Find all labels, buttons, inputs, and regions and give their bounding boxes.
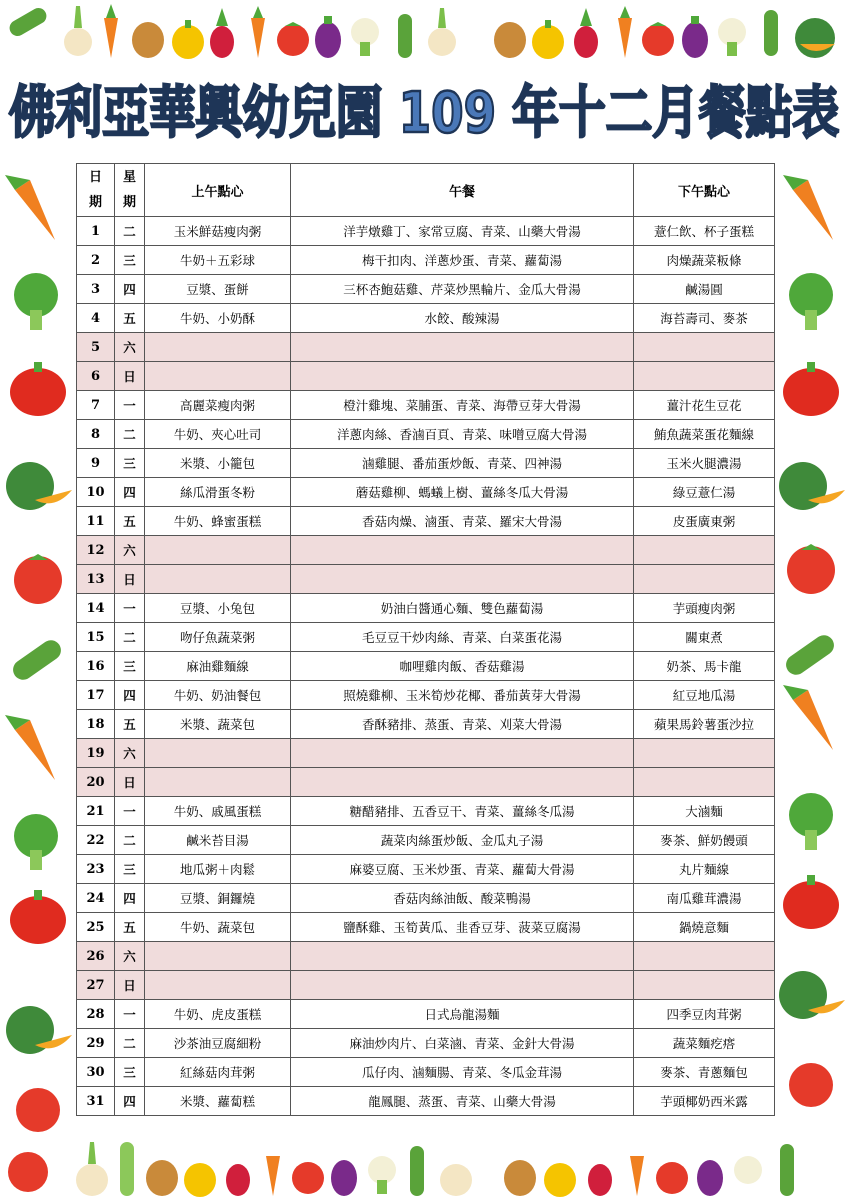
table-row xyxy=(77,681,775,710)
morning-snack-cell: 米漿、蘿蔔糕 xyxy=(145,1087,291,1116)
weekday-cell: 一 xyxy=(115,391,145,420)
lunch-cell: 咖哩雞肉飯、香菇雞湯 xyxy=(291,652,634,681)
afternoon-snack-cell: 關東煮 xyxy=(634,623,775,652)
morning-snack-cell: 牛奶、小奶酥 xyxy=(145,304,291,333)
onion-icon xyxy=(64,6,92,56)
potato-icon xyxy=(132,22,164,58)
vegetable-border-top xyxy=(0,0,848,62)
weekday-cell: 三 xyxy=(115,1058,145,1087)
red-pepper-icon xyxy=(783,875,839,929)
table-row xyxy=(77,362,775,391)
broccoli-icon xyxy=(14,273,58,330)
afternoon-snack-cell: 南瓜雞茸濃湯 xyxy=(634,884,775,913)
morning-snack-cell xyxy=(145,536,291,565)
weekday-cell: 六 xyxy=(115,739,145,768)
eggplant-icon xyxy=(315,16,341,58)
afternoon-snack-cell xyxy=(634,942,775,971)
table-row xyxy=(77,913,775,942)
onion-icon xyxy=(76,1142,108,1196)
morning-snack-cell: 牛奶、夾心吐司 xyxy=(145,420,291,449)
afternoon-snack-cell: 皮蛋廣東粥 xyxy=(634,507,775,536)
day-cell: 13 xyxy=(77,565,115,594)
table-row xyxy=(77,420,775,449)
lunch-cell xyxy=(291,333,634,362)
morning-snack-cell: 鹹米苔目湯 xyxy=(145,826,291,855)
weekday-cell: 四 xyxy=(115,275,145,304)
afternoon-snack-cell: 芋頭椰奶西米露 xyxy=(634,1087,775,1116)
afternoon-snack-cell xyxy=(634,536,775,565)
day-cell: 11 xyxy=(77,507,115,536)
afternoon-snack-cell xyxy=(634,739,775,768)
day-cell: 15 xyxy=(77,623,115,652)
day-cell: 31 xyxy=(77,1087,115,1116)
yellow-pepper-icon xyxy=(172,20,204,59)
morning-snack-cell: 牛奶、戚風蛋糕 xyxy=(145,797,291,826)
table-row xyxy=(77,1087,775,1116)
table-row xyxy=(77,478,775,507)
day-cell: 7 xyxy=(77,391,115,420)
radish-icon xyxy=(588,1164,612,1196)
weekday-cell: 二 xyxy=(115,623,145,652)
day-cell: 14 xyxy=(77,594,115,623)
table-row xyxy=(77,797,775,826)
lunch-cell: 麻油炒肉片、白菜滷、青菜、金針大骨湯 xyxy=(291,1029,634,1058)
carrot-icon xyxy=(266,1156,280,1196)
tomato-icon xyxy=(16,1088,60,1132)
morning-snack-cell: 絲瓜滑蛋冬粉 xyxy=(145,478,291,507)
broccoli-icon xyxy=(789,793,833,850)
morning-snack-cell xyxy=(145,971,291,1000)
lunch-cell: 香菇肉絲油飯、酸菜鴨湯 xyxy=(291,884,634,913)
cucumber-icon xyxy=(782,631,838,678)
weekday-cell: 三 xyxy=(115,246,145,275)
weekday-cell: 六 xyxy=(115,942,145,971)
weekday-cell: 三 xyxy=(115,855,145,884)
tomato-icon xyxy=(8,1152,48,1192)
table-row xyxy=(77,275,775,304)
pumpkin-icon xyxy=(779,971,845,1019)
weekday-cell: 五 xyxy=(115,913,145,942)
table-row xyxy=(77,304,775,333)
carrot-icon xyxy=(251,6,265,58)
lunch-cell: 蘑菇雞柳、螞蟻上樹、薑絲冬瓜大骨湯 xyxy=(291,478,634,507)
onion-icon xyxy=(428,8,456,56)
day-cell: 28 xyxy=(77,1000,115,1029)
carrot-icon xyxy=(630,1156,644,1196)
header-weekday xyxy=(115,164,145,217)
weekday-cell: 六 xyxy=(115,333,145,362)
yellow-pepper-icon xyxy=(184,1163,216,1197)
day-cell: 1 xyxy=(77,217,115,246)
tomato-icon xyxy=(642,22,674,56)
afternoon-snack-cell xyxy=(634,768,775,797)
lunch-cell: 麻婆豆腐、玉米炒蛋、青菜、蘿蔔大骨湯 xyxy=(291,855,634,884)
table-row xyxy=(77,1029,775,1058)
table-row xyxy=(77,536,775,565)
afternoon-snack-cell: 肉燥蔬菜粄條 xyxy=(634,246,775,275)
lunch-cell: 洋蔥肉絲、香滷百頁、青菜、味噌豆腐大骨湯 xyxy=(291,420,634,449)
red-pepper-icon xyxy=(783,362,839,416)
weekday-cell: 二 xyxy=(115,420,145,449)
morning-snack-cell: 吻仔魚蔬菜粥 xyxy=(145,623,291,652)
afternoon-snack-cell: 薑汁花生豆花 xyxy=(634,391,775,420)
day-cell: 3 xyxy=(77,275,115,304)
table-row xyxy=(77,855,775,884)
weekday-cell: 二 xyxy=(115,1029,145,1058)
yellow-pepper-icon xyxy=(532,20,564,59)
eggplant-icon xyxy=(697,1160,723,1196)
lunch-cell: 香酥豬排、蒸蛋、青菜、刈菜大骨湯 xyxy=(291,710,634,739)
afternoon-snack-cell: 蔬菜麵疙瘩 xyxy=(634,1029,775,1058)
broccoli-icon xyxy=(789,273,833,330)
lunch-cell xyxy=(291,739,634,768)
onion-icon xyxy=(440,1164,472,1196)
afternoon-snack-cell: 丸片麵線 xyxy=(634,855,775,884)
day-cell: 16 xyxy=(77,652,115,681)
table-row xyxy=(77,826,775,855)
afternoon-snack-cell: 芋頭瘦肉粥 xyxy=(634,594,775,623)
cauliflower-icon xyxy=(351,18,379,56)
carrot-icon xyxy=(618,6,632,58)
day-cell: 26 xyxy=(77,942,115,971)
lunch-cell xyxy=(291,768,634,797)
weekday-cell: 日 xyxy=(115,971,145,1000)
weekday-cell: 五 xyxy=(115,507,145,536)
day-cell: 9 xyxy=(77,449,115,478)
weekday-cell: 五 xyxy=(115,304,145,333)
day-cell: 17 xyxy=(77,681,115,710)
afternoon-snack-cell xyxy=(634,971,775,1000)
day-cell: 18 xyxy=(77,710,115,739)
table-row xyxy=(77,1000,775,1029)
table-row xyxy=(77,971,775,1000)
carrot-icon xyxy=(5,715,55,780)
day-cell: 4 xyxy=(77,304,115,333)
meal-schedule-table xyxy=(76,163,775,1116)
day-cell: 10 xyxy=(77,478,115,507)
lunch-cell: 糖醋豬排、五香豆干、青菜、薑絲冬瓜湯 xyxy=(291,797,634,826)
weekday-cell: 四 xyxy=(115,884,145,913)
cauliflower-icon xyxy=(368,1156,396,1194)
radish-icon xyxy=(574,8,598,58)
cucumber-icon xyxy=(120,1142,134,1196)
lunch-cell: 梅干扣肉、洋蔥炒蛋、青菜、蘿蔔湯 xyxy=(291,246,634,275)
carrot-icon xyxy=(783,685,833,750)
lunch-cell: 洋芋燉雞丁、家常豆腐、青菜、山藥大骨湯 xyxy=(291,217,634,246)
morning-snack-cell: 米漿、小籠包 xyxy=(145,449,291,478)
header-afternoon-snack: 下午點心 xyxy=(634,164,775,217)
afternoon-snack-cell: 鹹湯圓 xyxy=(634,275,775,304)
lunch-cell: 毛豆豆干炒肉絲、青菜、白菜蛋花湯 xyxy=(291,623,634,652)
morning-snack-cell: 高麗菜瘦肉粥 xyxy=(145,391,291,420)
weekday-cell: 二 xyxy=(115,217,145,246)
morning-snack-cell: 牛奶、蜂蜜蛋糕 xyxy=(145,507,291,536)
table-row xyxy=(77,333,775,362)
pumpkin-icon xyxy=(6,1006,72,1054)
table-row xyxy=(77,1058,775,1087)
day-cell: 25 xyxy=(77,913,115,942)
carrot-icon xyxy=(5,175,55,240)
weekday-cell: 日 xyxy=(115,768,145,797)
lunch-cell: 橙汁雞塊、菜脯蛋、青菜、海帶豆芽大骨湯 xyxy=(291,391,634,420)
afternoon-snack-cell xyxy=(634,362,775,391)
lunch-cell: 日式烏龍湯麵 xyxy=(291,1000,634,1029)
morning-snack-cell xyxy=(145,333,291,362)
day-cell: 21 xyxy=(77,797,115,826)
cucumber-icon xyxy=(764,10,778,56)
afternoon-snack-cell: 鍋燒意麵 xyxy=(634,913,775,942)
day-cell: 12 xyxy=(77,536,115,565)
red-pepper-icon xyxy=(10,362,66,416)
day-cell: 23 xyxy=(77,855,115,884)
afternoon-snack-cell: 大滷麵 xyxy=(634,797,775,826)
lunch-cell: 三杯杏鮑菇雞、芹菜炒黑輪片、金瓜大骨湯 xyxy=(291,275,634,304)
lunch-cell xyxy=(291,362,634,391)
weekday-cell: 五 xyxy=(115,710,145,739)
lunch-cell: 滷雞腿、番茄蛋炒飯、青菜、四神湯 xyxy=(291,449,634,478)
afternoon-snack-cell: 麥茶、青蔥麵包 xyxy=(634,1058,775,1087)
lunch-cell xyxy=(291,565,634,594)
morning-snack-cell xyxy=(145,362,291,391)
lunch-cell xyxy=(291,536,634,565)
lunch-cell: 龍鳳腿、蒸蛋、青菜、山藥大骨湯 xyxy=(291,1087,634,1116)
pumpkin-icon xyxy=(779,462,845,510)
carrot-icon xyxy=(783,175,833,240)
cauliflower-icon xyxy=(718,18,746,56)
table-row xyxy=(77,623,775,652)
morning-snack-cell: 牛奶、蔬菜包 xyxy=(145,913,291,942)
header-week-line2: 期 xyxy=(122,195,136,210)
day-cell: 22 xyxy=(77,826,115,855)
header-day-line2: 期 xyxy=(88,195,102,210)
lunch-cell: 奶油白醬通心麵、雙色蘿蔔湯 xyxy=(291,594,634,623)
table-row xyxy=(77,217,775,246)
weekday-cell: 四 xyxy=(115,681,145,710)
vegetable-border-left xyxy=(0,160,75,1140)
red-pepper-icon xyxy=(10,890,66,944)
morning-snack-cell: 米漿、蔬菜包 xyxy=(145,710,291,739)
eggplant-icon xyxy=(331,1160,357,1196)
tomato-icon xyxy=(789,1063,833,1107)
table-row xyxy=(77,594,775,623)
tomato-icon xyxy=(277,22,309,56)
lunch-cell: 香菇肉燥、滷蛋、青菜、羅宋大骨湯 xyxy=(291,507,634,536)
morning-snack-cell xyxy=(145,942,291,971)
weekday-cell: 一 xyxy=(115,1000,145,1029)
table-row xyxy=(77,449,775,478)
weekday-cell: 三 xyxy=(115,652,145,681)
tomato-icon xyxy=(14,554,62,604)
table-row xyxy=(77,768,775,797)
morning-snack-cell: 沙茶油豆腐細粉 xyxy=(145,1029,291,1058)
cucumber-icon xyxy=(7,5,50,39)
day-cell: 19 xyxy=(77,739,115,768)
cucumber-icon xyxy=(780,1144,794,1196)
lunch-cell: 蔬菜肉絲蛋炒飯、金瓜丸子湯 xyxy=(291,826,634,855)
page-title: 佛利亞華興幼兒園 109 年十二月餐點表 xyxy=(9,81,839,146)
tomato-icon xyxy=(787,544,835,594)
potato-icon xyxy=(146,1160,178,1196)
afternoon-snack-cell xyxy=(634,565,775,594)
header-lunch: 午餐 xyxy=(291,164,634,217)
lunch-cell: 照燒雞柳、玉米筍炒花椰、番茄黃芽大骨湯 xyxy=(291,681,634,710)
header-day-line1: 日 xyxy=(88,170,102,185)
lunch-cell xyxy=(291,971,634,1000)
morning-snack-cell: 豆漿、銅鑼燒 xyxy=(145,884,291,913)
morning-snack-cell: 麻油雞麵線 xyxy=(145,652,291,681)
day-cell: 5 xyxy=(77,333,115,362)
day-cell: 20 xyxy=(77,768,115,797)
afternoon-snack-cell: 鮪魚蔬菜蛋花麵線 xyxy=(634,420,775,449)
vegetable-border-bottom xyxy=(0,1138,848,1200)
weekday-cell: 二 xyxy=(115,826,145,855)
tomato-icon xyxy=(656,1162,688,1194)
afternoon-snack-cell: 玉米火腿濃湯 xyxy=(634,449,775,478)
afternoon-snack-cell: 紅豆地瓜湯 xyxy=(634,681,775,710)
morning-snack-cell: 豆漿、蛋餅 xyxy=(145,275,291,304)
cauliflower-icon xyxy=(734,1156,762,1184)
table-row xyxy=(77,652,775,681)
lunch-cell: 鹽酥雞、玉筍黃瓜、韭香豆芽、菠菜豆腐湯 xyxy=(291,913,634,942)
table-row xyxy=(77,565,775,594)
weekday-cell: 日 xyxy=(115,565,145,594)
yellow-pepper-icon xyxy=(544,1163,576,1197)
weekday-cell: 三 xyxy=(115,449,145,478)
morning-snack-cell: 玉米鮮菇瘦肉粥 xyxy=(145,217,291,246)
afternoon-snack-cell: 蘋果馬鈴薯蛋沙拉 xyxy=(634,710,775,739)
lunch-cell: 水餃、酸辣湯 xyxy=(291,304,634,333)
morning-snack-cell xyxy=(145,565,291,594)
morning-snack-cell: 牛奶＋五彩球 xyxy=(145,246,291,275)
day-cell: 8 xyxy=(77,420,115,449)
table-row xyxy=(77,246,775,275)
header-week-line1: 星 xyxy=(122,170,136,185)
morning-snack-cell: 牛奶、虎皮蛋糕 xyxy=(145,1000,291,1029)
table-row xyxy=(77,710,775,739)
header-day xyxy=(77,164,115,217)
radish-icon xyxy=(210,8,234,58)
cucumber-icon xyxy=(410,1146,424,1196)
day-cell: 27 xyxy=(77,971,115,1000)
weekday-cell: 四 xyxy=(115,1087,145,1116)
morning-snack-cell: 牛奶、奶油餐包 xyxy=(145,681,291,710)
weekday-cell: 一 xyxy=(115,797,145,826)
afternoon-snack-cell: 綠豆薏仁湯 xyxy=(634,478,775,507)
tomato-icon xyxy=(292,1162,324,1194)
vegetable-border-right xyxy=(773,160,848,1140)
morning-snack-cell xyxy=(145,768,291,797)
carrot-icon xyxy=(104,4,118,58)
day-cell: 24 xyxy=(77,884,115,913)
eggplant-icon xyxy=(682,16,708,58)
pumpkin-icon xyxy=(6,462,72,510)
header-morning-snack: 上午點心 xyxy=(145,164,291,217)
table-row xyxy=(77,942,775,971)
morning-snack-cell xyxy=(145,739,291,768)
pumpkin-icon xyxy=(795,18,835,58)
cucumber-icon xyxy=(398,14,412,58)
day-cell: 30 xyxy=(77,1058,115,1087)
day-cell: 6 xyxy=(77,362,115,391)
lunch-cell xyxy=(291,942,634,971)
afternoon-snack-cell: 麥茶、鮮奶饅頭 xyxy=(634,826,775,855)
morning-snack-cell: 豆漿、小兔包 xyxy=(145,594,291,623)
table-row xyxy=(77,391,775,420)
broccoli-icon xyxy=(14,814,58,870)
afternoon-snack-cell xyxy=(634,333,775,362)
afternoon-snack-cell: 薏仁飲、杯子蛋糕 xyxy=(634,217,775,246)
weekday-cell: 一 xyxy=(115,594,145,623)
cucumber-icon xyxy=(9,636,65,683)
day-cell: 2 xyxy=(77,246,115,275)
page-title-banner xyxy=(0,60,848,160)
table-row xyxy=(77,507,775,536)
table-row xyxy=(77,739,775,768)
afternoon-snack-cell: 四季豆肉茸粥 xyxy=(634,1000,775,1029)
potato-icon xyxy=(504,1160,536,1196)
morning-snack-cell: 紅絲菇肉茸粥 xyxy=(145,1058,291,1087)
radish-icon xyxy=(226,1164,250,1196)
weekday-cell: 六 xyxy=(115,536,145,565)
afternoon-snack-cell: 海苔壽司、麥茶 xyxy=(634,304,775,333)
weekday-cell: 日 xyxy=(115,362,145,391)
potato-icon xyxy=(494,22,526,58)
lunch-cell: 瓜仔肉、滷麵腸、青菜、冬瓜金茸湯 xyxy=(291,1058,634,1087)
table-row xyxy=(77,884,775,913)
afternoon-snack-cell: 奶茶、馬卡龍 xyxy=(634,652,775,681)
day-cell: 29 xyxy=(77,1029,115,1058)
morning-snack-cell: 地瓜粥＋肉鬆 xyxy=(145,855,291,884)
weekday-cell: 四 xyxy=(115,478,145,507)
table-header-row xyxy=(77,164,775,217)
